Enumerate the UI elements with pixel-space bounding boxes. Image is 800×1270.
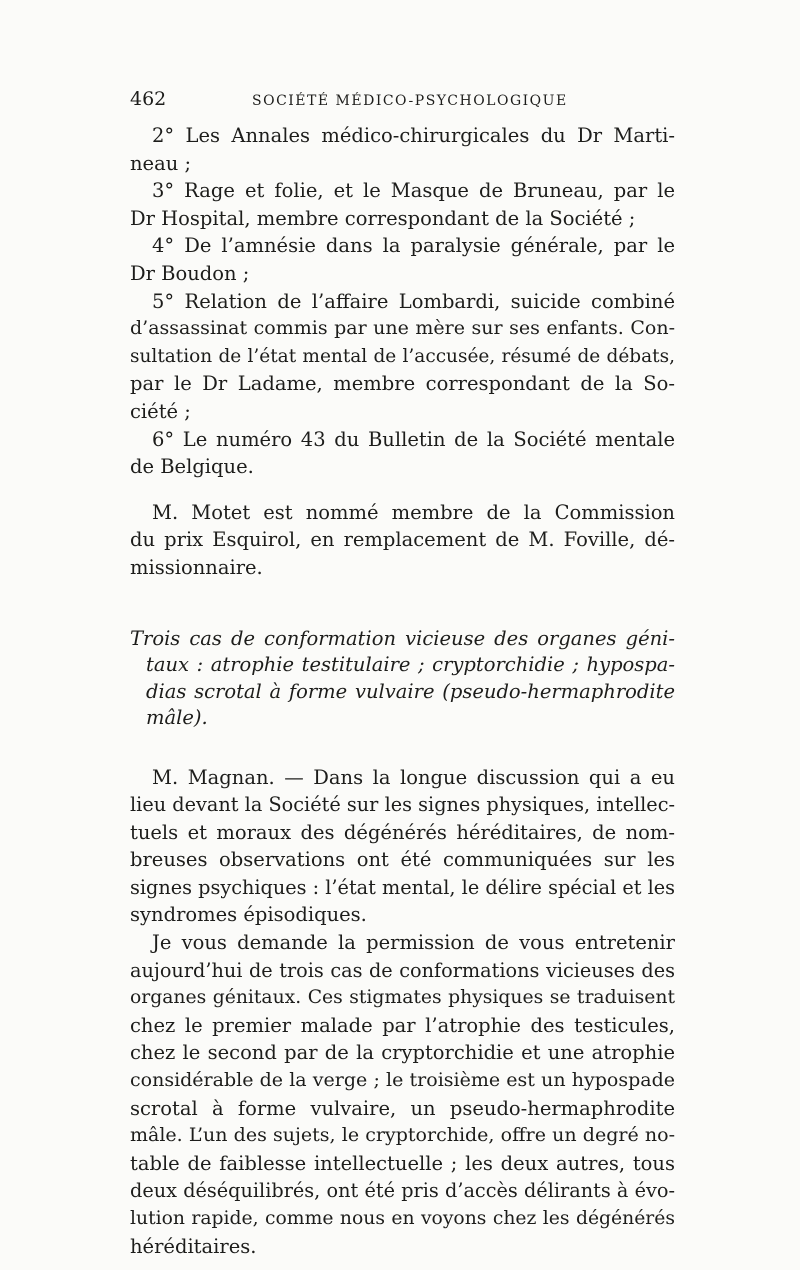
paragraph-line: organes génitaux. Ces stigmates physiques se traduisent (130, 987, 675, 1009)
paragraph-line: lution rapide, comme nous en voyons chez les dégénérés (130, 1208, 675, 1229)
publications-list (130, 122, 675, 481)
paragraph-line: héréditaires. (130, 1234, 257, 1258)
paragraph-line: aujourd’hui de trois cas de conformations vicieuses des (130, 958, 675, 982)
section-title-line: mâle). (146, 706, 208, 729)
paragraph-line: syndromes épisodiques. (130, 903, 367, 927)
list-line: de Belgique. (130, 455, 254, 479)
paragraph-line: missionnaire. (130, 555, 263, 579)
section-title-line: dias scrotal à forme vulvaire (pseudo-hermaphrodite (146, 679, 675, 703)
list-line: Dr Boudon ; (130, 261, 250, 285)
paragraph-line: chez le premier malade par l’atrophie des testicules, (130, 1013, 675, 1037)
paragraph-line: tuels et moraux des dégénérés héréditaires, de nom- (130, 820, 675, 844)
running-header (130, 88, 675, 118)
list-line: par le Dr Ladame, membre correspondant de la So- (130, 372, 675, 396)
page (130, 88, 675, 1260)
list-line: 3° Rage et folie, et le Masque de Bruneau, par le (152, 179, 675, 203)
magnan-paragraphs (130, 764, 675, 1261)
paragraph-line: breuses observations ont été communiquées sur les (130, 848, 675, 872)
list-line: 5° Relation de l’affaire Lombardi, suicide combiné (152, 289, 675, 313)
list-line: d’assassinat commis par une mère sur ses enfants. Con- (130, 317, 675, 340)
section-title-line: taux : atrophie testitulaire ; cryptorchidie ; hypospa- (146, 653, 675, 676)
paragraph-line: deux déséquilibrés, ont été pris d’accès délirants à évo- (130, 1179, 675, 1203)
list-line: sultation de l’état mental de l’accusée, résumé de débats, (130, 345, 675, 367)
page-number: 462 (130, 88, 167, 110)
paragraph-line: lieu devant la Société sur les signes physiques, intellec- (130, 793, 675, 817)
paragraph-line: considérable de la verge ; le troisième est un hypospade (130, 1069, 675, 1092)
section-title-line: Trois cas de conformation vicieuse des organes géni- (130, 626, 675, 650)
motet-paragraph (130, 499, 675, 582)
paragraph-line: M. Magnan. — Dans la longue discussion qui a eu (152, 765, 675, 789)
running-title: SOCIÉTÉ MÉDICO-PSYCHOLOGIQUE (252, 93, 568, 109)
list-line: Dr Hospital, membre correspondant de la Société ; (130, 206, 636, 230)
paragraph-line: signes psychiques : l’état mental, le délire spécial et les (130, 875, 676, 899)
paragraph-line: Je vous demande la permission de vous entretenir (152, 931, 675, 955)
paragraph-line: table de faiblesse intellectuelle ; les deux autres, tous (130, 1151, 675, 1175)
list-line: ciété ; (130, 399, 191, 423)
list-line: neau ; (130, 151, 192, 175)
paragraph-line: mâle. L’un des sujets, le cryptorchide, offre un degré no- (130, 1124, 675, 1147)
paragraph-line: M. Motet est nommé membre de la Commission (152, 500, 675, 524)
list-line: 2° Les Annales médico-chirurgicales du Dr Marti- (152, 124, 675, 147)
paragraph-line: du prix Esquirol, en remplacement de M. Foville, dé- (130, 528, 675, 552)
list-line: 6° Le numéro 43 du Bulletin de la Société mentale (152, 427, 675, 451)
paragraph-line: chez le second par de la cryptorchidie et une atrophie (130, 1041, 675, 1065)
list-line: 4° De l’amnésie dans la paralysie générale, par le (152, 234, 675, 258)
paragraph-line: scrotal à forme vulvaire, un pseudo-hermaphrodite (130, 1096, 675, 1120)
section-title (130, 626, 675, 732)
